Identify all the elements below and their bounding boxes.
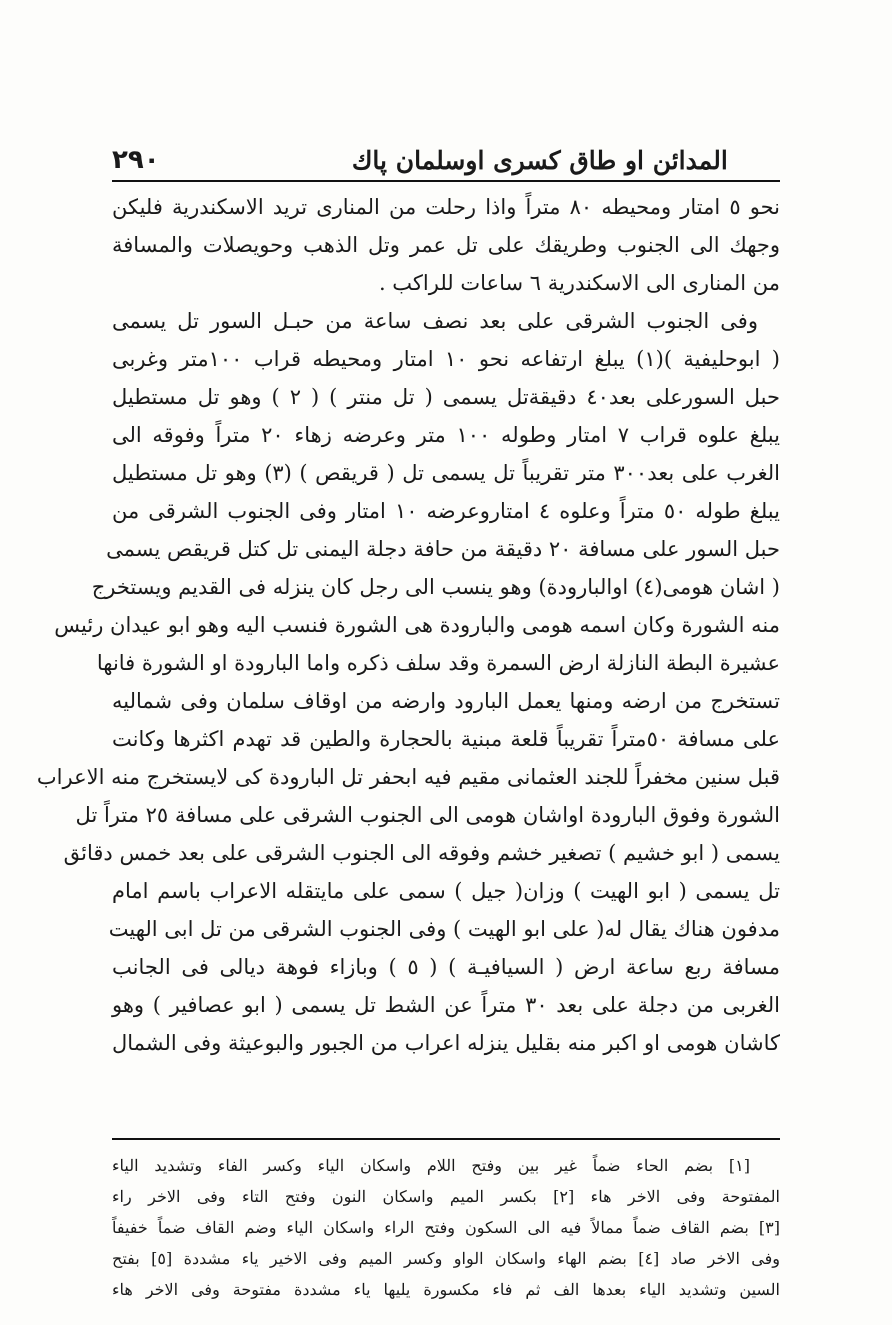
text-line: قبل سنين مخفراً للجند العثمانى مقيم فيه ابحفر تل البارودة كى لايستخرج منه الاعراب [36, 765, 780, 789]
text-line: تل يسمى ( ابو الهيت ) وزان( جيل ) سمى على مايتقله الاعراب باسم امام [112, 879, 780, 903]
text-line: عشيرة البطة النازلة ارض السمرة وقد سلف ذكره واما البارودة او الشورة فانها [96, 651, 780, 675]
text-line: نحو ٥ امتار ومحيطه ٨٠ متراً واذا رحلت من المنارى تريد الاسكندرية فليكن [112, 195, 780, 219]
page-number: ٢٩٠ [112, 145, 160, 175]
header-divider [112, 180, 780, 182]
footnote-line: وفى الاخر صاد [٤] بضم الهاء واسكان الواو وكسر الميم وفى الاخير ياء مشددة [٥] بفتح [112, 1249, 781, 1268]
text-line: حبل السور على مسافة ٢٠ دقيقة من حافة دجلة اليمنى تل كتل قريقص يسمى [106, 537, 780, 561]
footnote-line: المفتوحة وفى الاخر هاء [٢] بكسر الميم واسكان النون وفتح التاء وفى الاخر راء [112, 1187, 780, 1206]
text-line: حبل السورعلى بعد٤٠ دقيقةتل يسمى ( تل منتر ) ( ٢ ) وهو تل مستطيل [112, 385, 781, 409]
footnote-line: [٣] بضم القاف ضماً ممالاً فيه الى السكون وفتح الراء واسكان الياء وضم القاف ضماً خفيفاً [112, 1218, 780, 1237]
text-line: يبلغ علوه قراب ٧ امتار وطوله ١٠٠ متر وعرضه زهاء ٢٠ متراً وفوقه الى [112, 423, 780, 447]
text-line: على مسافة ٥٠متراً تقريباً قلعة مبنية بالحجارة والطين قد تهدم اكثرها وكانت [112, 727, 781, 751]
text-line: كاشان هومى او اكبر منه بقليل ينزله اعراب من الجبور والبوعيثة وفى الشمال [112, 1031, 780, 1055]
main-text [36, 188, 781, 1062]
text-line: الغرب على بعد٣٠٠ متر تقريباً تل يسمى تل ( قريقص ) (٣) وهو تل مستطيل [112, 461, 780, 485]
text-line: ( اشان هومى(٤) اوالبارودة) وهو ينسب الى رجل كان ينزله فى القديم ويستخرج [91, 575, 780, 599]
text-line: وفى الجنوب الشرقى على بعد نصف ساعة من حبـل السور تل يسمى [112, 309, 758, 333]
footnote-line: السين وتشديد الياء بعدها الف ثم فاء مكسورة يليها ياء مشددة مفتوحة وفى الاخر هاء [112, 1280, 780, 1299]
text-line: الغربى من دجلة على بعد ٣٠ متراً عن الشط تل يسمى ( ابو عصافير ) وهو [112, 993, 780, 1017]
text-line: مسافة ربع ساعة ارض ( السيافيـة ) ( ٥ ) وبازاء فوهة ديالى فى الجانب [112, 955, 781, 979]
text-line: يسمى ( ابو خشيم ) تصغير خشم وفوقه الى الجنوب الشرقى على بعد خمس دقائق [63, 841, 780, 865]
text-line: وجهك الى الجنوب وطريقك على تل عمر وتل الذهب وحويصلات والمسافة [112, 233, 780, 257]
footnote-line: [١] بضم الحاء ضماً غير بين وفتح اللام واسكان الياء وكسر الفاء وتشديد الياء [112, 1156, 750, 1175]
text-line: مدفون هناك يقال له( على ابو الهيت ) وفى الجنوب الشرقى من تل ابى الهيت [108, 917, 780, 941]
footnotes [112, 1150, 780, 1305]
text-line: يبلغ طوله ٥٠ متراً وعلوه ٤ امتاروعرضه ١٠ امتار وفى الجنوب الشرقى من [112, 499, 780, 523]
text-line: ( ابوحليفية )(١) يبلغ ارتفاعه نحو ١٠ امتار ومحيطه قراب ١٠٠متر وغربى [112, 347, 780, 371]
text-line: منه الشورة وكان اسمه هومى والبارودة هى الشورة فنسب اليه وهو ابو عيدان رئيس [54, 613, 780, 637]
text-line: من المنارى الى الاسكندرية ٦ ساعات للراكب . [378, 271, 780, 295]
running-title: المدائن او طاق كسرى اوسلمان پاك [351, 145, 728, 175]
footnote-divider [112, 1138, 780, 1140]
text-line: الشورة وفوق البارودة اواشان هومى الى الجنوب الشرقى على مسافة ٢٥ متراً تل [75, 803, 780, 827]
page-header [112, 140, 780, 180]
text-line: تستخرج من ارضه ومنها يعمل البارود وارضه من اوقاف سلمان وفى شماليه [112, 689, 780, 713]
